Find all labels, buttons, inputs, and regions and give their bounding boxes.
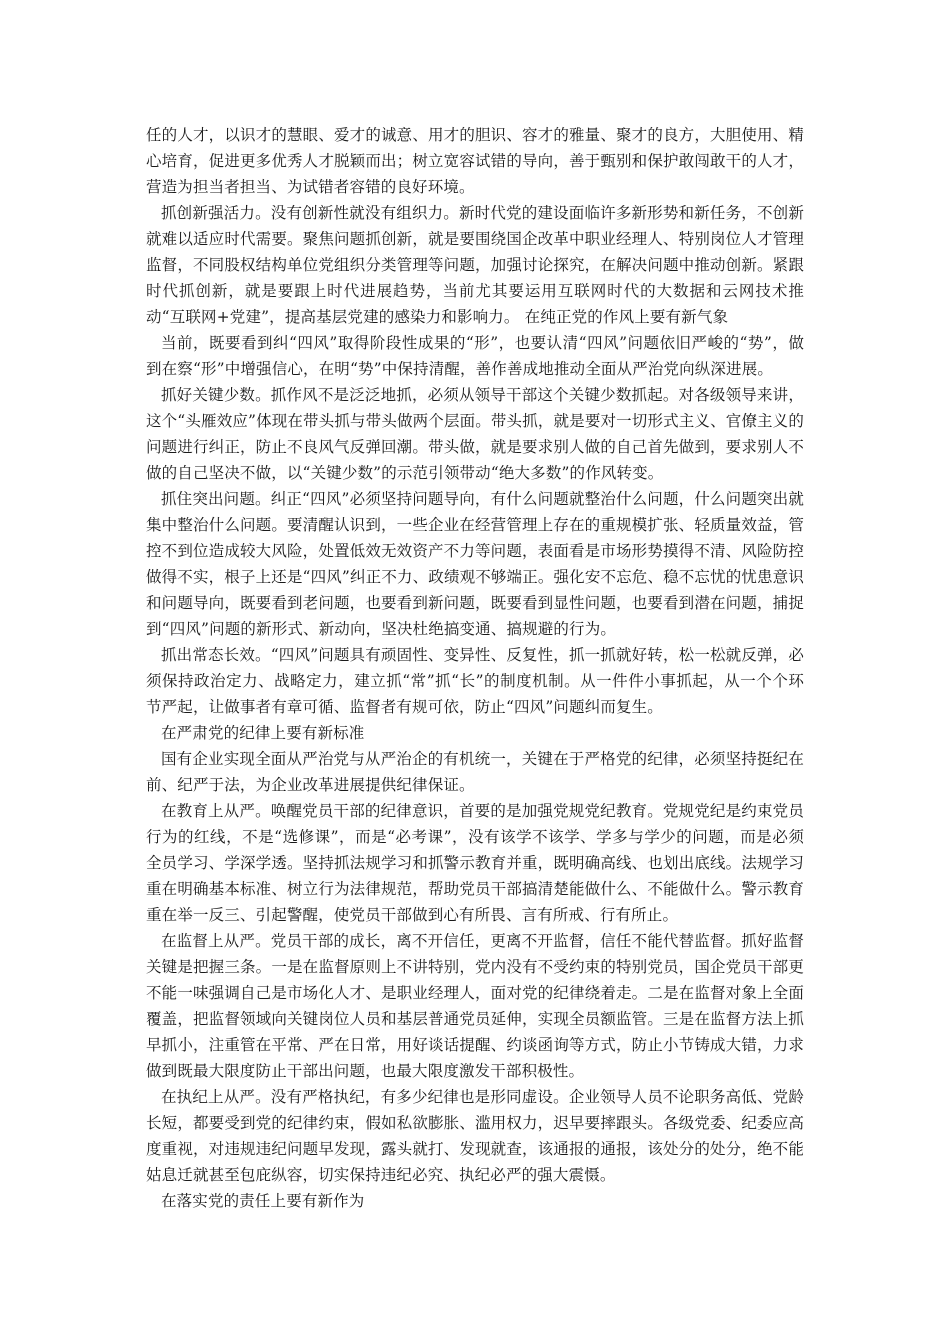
paragraph-9: 在监督上从严。党员干部的成长，离不开信任，更离不开监督，信任不能代替监督。抓好监督关键是把握三条。一是在监督原则上不讲特别，党内没有不受约束的特别党员，国企党员干部更不能一味强调自己是市场化人才、是职业经理人，面对党的纪律绕着走。二是在监督对象上全面覆盖，把监督领域向关键岗位人员和基层普通党员延伸，实现全员额监管。三是在监督方法上抓早抓小，注重管在平常、严在日常，用好谈话提醒、约谈函询等方式，防止小节铸成大错，力求做到既最大限度防止干部出问题，也最大限度激发干部积极性。	[146, 932, 804, 1080]
paragraph-7: 国有企业实现全面从严治党与从严治企的有机统一，关键在于严格党的纪律，必须坚持挺纪在前、纪严于法，为企业改革进展提供纪律保证。	[146, 750, 804, 794]
section-heading-discipline: 在严肃党的纪律上要有新标准	[161, 724, 365, 742]
paragraph-6: 抓出常态长效。“四风”问题具有顽固性、变异性、反复性，抓一抓就好转，松一松就反弹，必须保持政治定力、战略定力，建立抓“常”抓“长”的制度机制。从一件件小事抓起，从一个个环节严起，让做事者有章可循、监督者有规可依，防止“四风”问题纠而复生。	[146, 646, 804, 716]
paragraph-3: 当前，既要看到纠“四风”取得阶段性成果的“形”，也要认清“四风”问题依旧严峻的“势”，做到在察“形”中增强信心，在明“势”中保持清醒，善作善成地推动全面从严治党向纵深进展。	[146, 334, 804, 378]
paragraph-4: 抓好关键少数。抓作风不是泛泛地抓，必须从领导干部这个关键少数抓起。对各级领导来讲，这个“头雁效应”体现在带头抓与带头做两个层面。带头抓，就是要对一切形式主义、官僚主义的问题进行纠正，防止不良风气反弹回潮。带头做，就是要求别人做的自己首先做到，要求别人不做的自己坚决不做，以“关键少数”的示范引领带动“绝大多数”的作风转变。	[146, 386, 804, 482]
document-body	[146, 122, 804, 1214]
paragraph-8: 在教育上从严。唤醒党员干部的纪律意识，首要的是加强党规党纪教育。党规党纪是约束党员行为的红线，不是“选修课”，而是“必考课”，没有该学不该学、学多与学少的问题，而是必须全员学习、学深学透。坚持抓法规学习和抓警示教育并重，既明确高线、也划出底线。法规学习重在明确基本标准、树立行为法律规范，帮助党员干部搞清楚能做什么、不能做什么。警示教育重在举一反三、引起警醒，使党员干部做到心有所畏、言有所戒、行有所止。	[146, 802, 804, 924]
paragraph-2: 抓创新强活力。没有创新性就没有组织力。新时代党的建设面临许多新形势和新任务，不创新就难以适应时代需要。聚焦问题抓创新，就是要围绕国企改革中职业经理人、特别岗位人才管理监督，不同股权结构单位党组织分类管理等问题，加强讨论探究，在解决问题中推动创新。紧跟时代抓创新，就是要跟上时代进展趋势，当前尤其要运用互联网时代的大数据和云网技术推动“互联网+党建”，提高基层党建的感染力和影响力。 在纯正党的作风上要有新气象	[146, 204, 804, 326]
section-heading-responsibility: 在落实党的责任上要有新作为	[161, 1192, 365, 1210]
paragraph-5: 抓住突出问题。纠正“四风”必须坚持问题导向，有什么问题就整治什么问题，什么问题突出就集中整治什么问题。要清醒认识到，一些企业在经营管理上存在的重规模扩张、轻质量效益，管控不到位造成较大风险，处置低效无效资产不力等问题，表面看是市场形势摸得不清、风险防控做得不实，根子上还是“四风”纠正不力、政绩观不够端正。强化安不忘危、稳不忘忧的忧患意识和问题导向，既要看到老问题，也要看到新问题，既要看到显性问题，也要看到潜在问题，捕捉到“四风”问题的新形式、新动向，坚决杜绝搞变通、搞规避的行为。	[146, 490, 804, 638]
paragraph-1: 任的人才，以识才的慧眼、爱才的诚意、用才的胆识、容才的雅量、聚才的良方，大胆使用、精心培育，促进更多优秀人才脱颖而出；树立宽容试错的导向，善于甄别和保护敢闯敢干的人才，营造为担当者担当、为试错者容错的良好环境。	[146, 126, 804, 196]
paragraph-10: 在执纪上从严。没有严格执纪，有多少纪律也是形同虚设。企业领导人员不论职务高低、党龄长短，都要受到党的纪律约束，假如私欲膨胀、滥用权力，迟早要摔跟头。各级党委、纪委应高度重视，对违规违纪问题早发现，露头就打、发现就查，该通报的通报，该处分的处分，绝不能姑息迁就甚至包庇纵容，切实保持违纪必究、执纪必严的强大震慑。	[146, 1088, 804, 1184]
